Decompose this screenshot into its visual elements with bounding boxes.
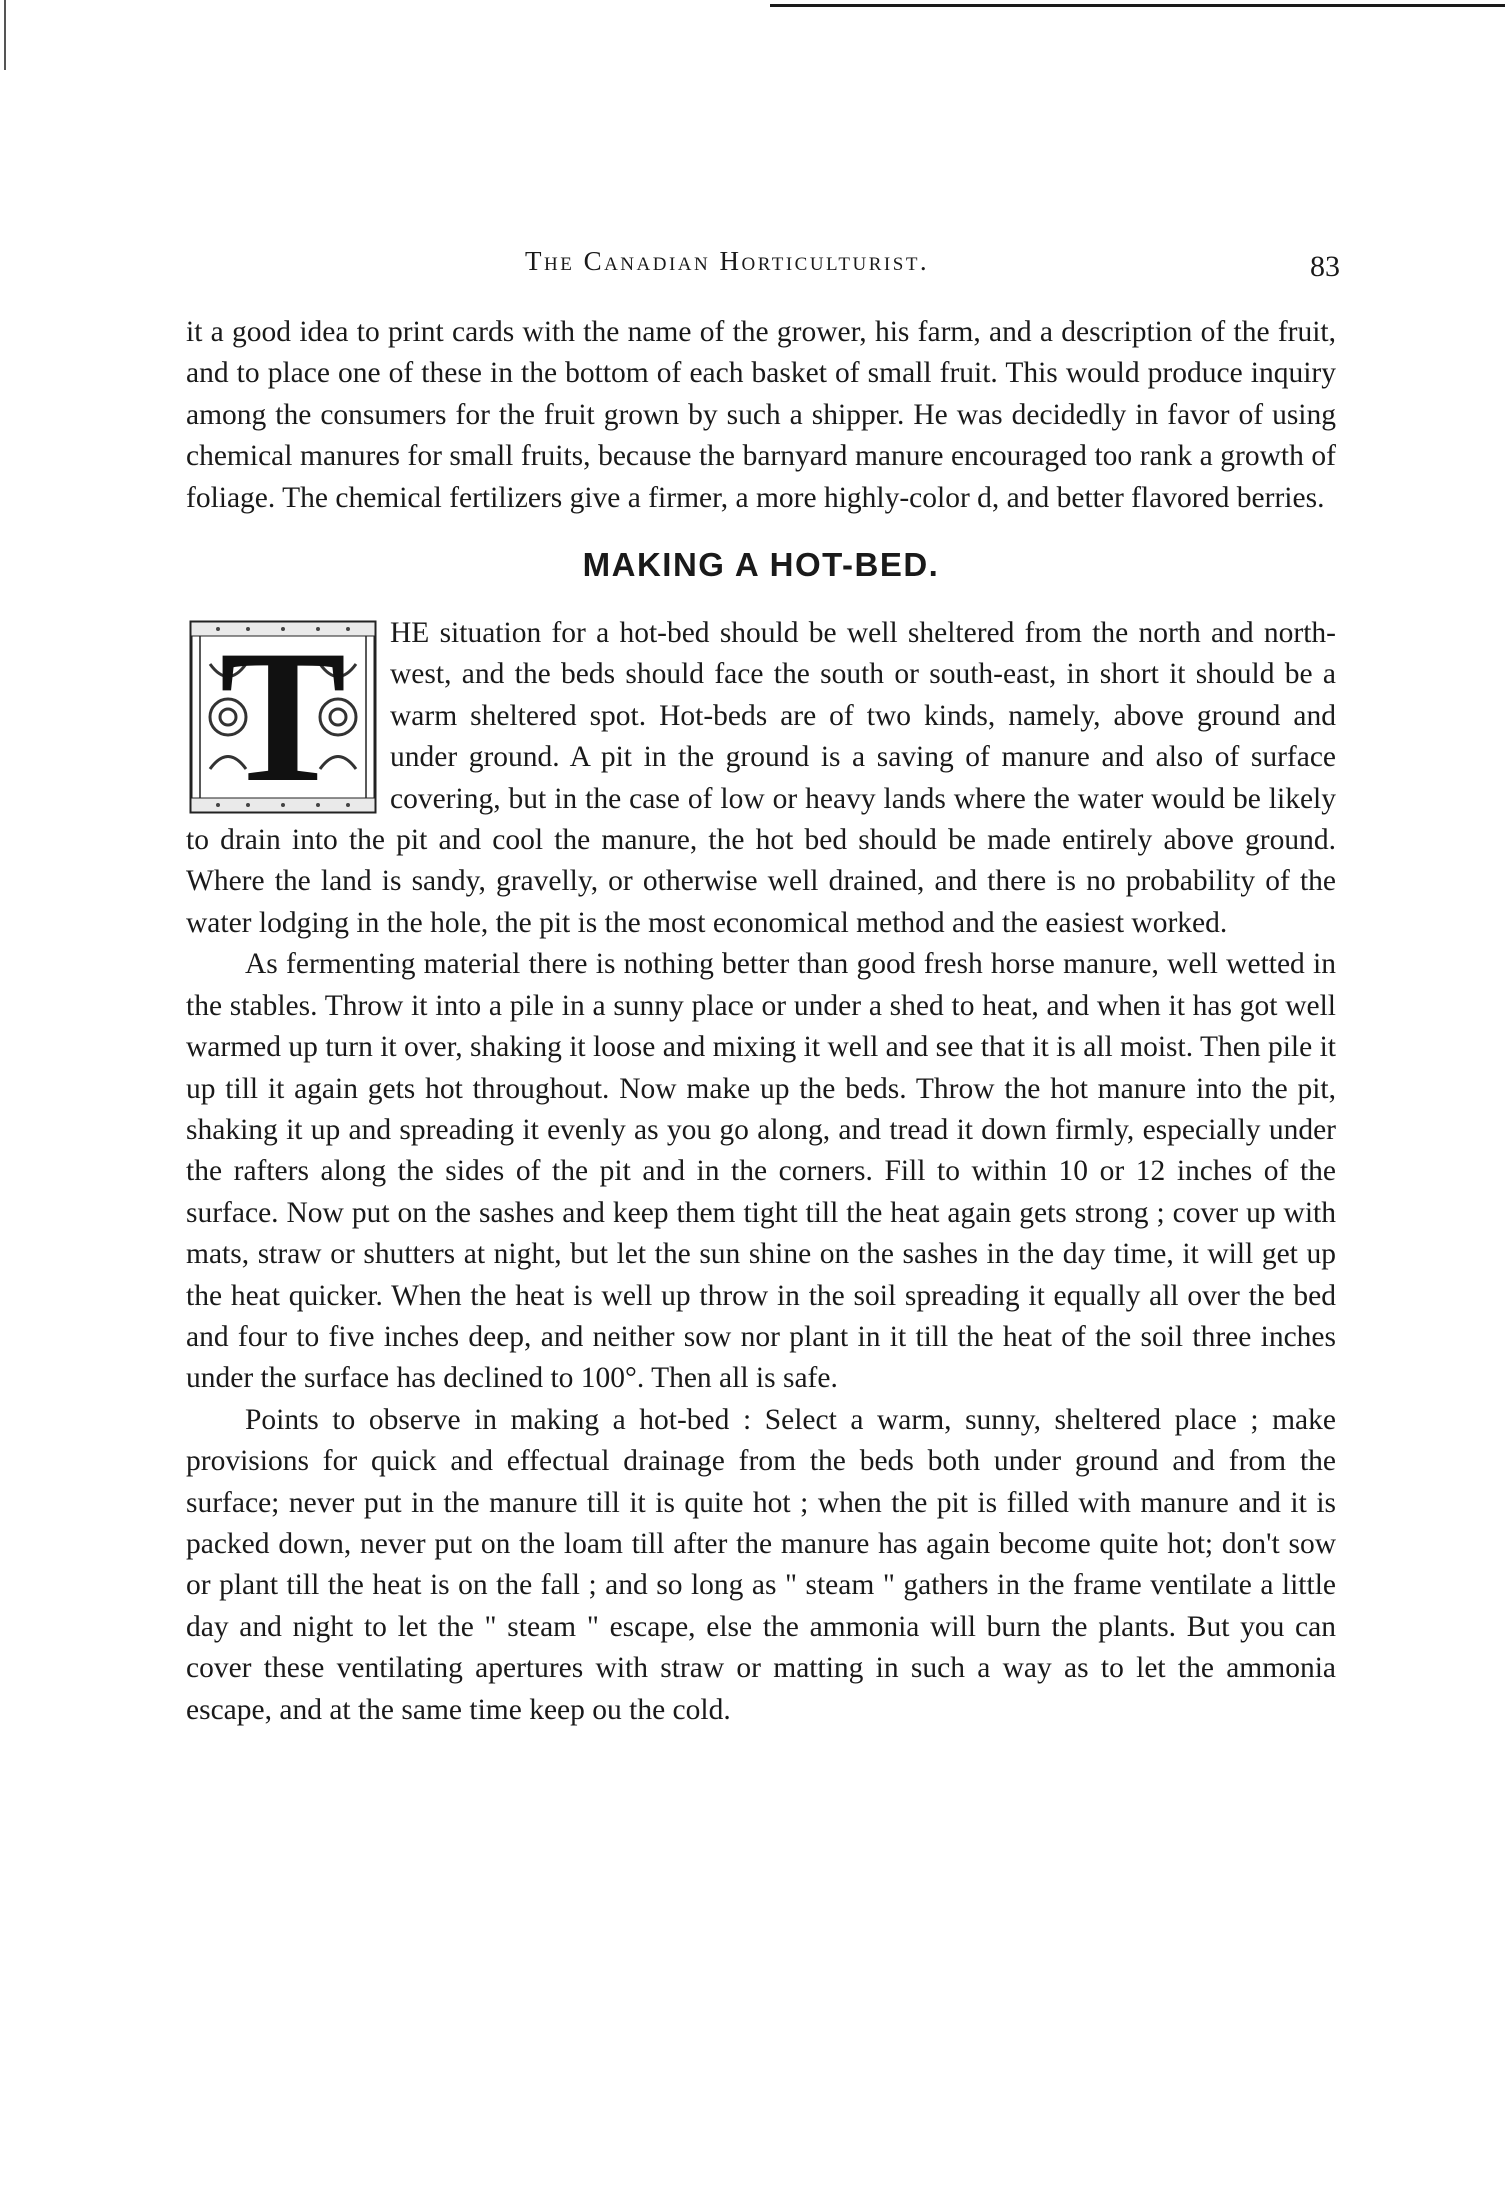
article-title: MAKING A HOT-BED. xyxy=(582,546,940,584)
page-body xyxy=(186,312,1336,1731)
article-paragraph-2: As fermenting material there is nothing better than good fresh horse manure, well wetted in the stables. Throw it into a pile in a sunny place or under a shed to heat, and when it has got well warmed up turn it over, shaking it loose and mixing it well and see that it is all moist. Then pile it up till it again gets hot throughout. Now make up the beds. Throw the hot manure into the pit, shaking it up and spreading it evenly as you go along, and tread it down firmly, especially under the rafters along the sides of the pit and in the corners. Fill to within 10 or 12 inches of the surface. Now put on the sashes and keep them tight till the heat again gets strong ; cover up with mats, straw or shutters at night, but let the sun shine on the sashes in the day time, it will get up the heat quicker. When the heat is well up throw in the soil spreading it equally all over the bed and four to five inches deep, and neither sow nor plant in it till the heat of the soil three inches under the surface has declined to 100°. Then all is safe. xyxy=(186,948,1336,1395)
article-paragraph-3: Points to observe in making a hot-bed : Select a warm, sunny, sheltered place ; make provisions for quick and effectual drainage from the beds both under ground and from the surface; never put in the manure till it is quite hot ; when the pit is filled with manure and it is packed down, never put on the loam till after the manure has again become quite hot; don't sow or plant till the heat is on the fall ; and so long as " steam " gathers in the frame ventilate a little day and night to let the " steam " escape, else the ammonia will burn the plants. But you can cover these ventilating apertures with straw or matting in such a way as to let the ammonia escape, and at the same time keep ou the cold. xyxy=(186,1403,1336,1726)
top-rule xyxy=(770,4,1505,7)
page-header xyxy=(190,246,1340,286)
article-paragraph-1: HE situation for a hot-bed should be well sheltered from the north and north-west, and the beds should face the south or south-east, in short it should be a warm sheltered spot. Hot-beds are of two kinds, namely, above ground and under ground. A pit in the ground is a saving of manure and also of surface covering, but in the case of low or heavy lands where the water would be likely to drain into the pit and cool the manure, the hot bed should be made entirely above ground. Where the land is sandy, gravelly, or otherwise well drained, and there is no probability of the water lodging in the hole, the pit is the most economical method and the easiest worked. xyxy=(186,617,1336,939)
drop-cap-letter: T xyxy=(219,612,347,823)
running-title: The Canadian Horticulturist. xyxy=(525,246,930,276)
article-body xyxy=(186,613,1336,1731)
drop-cap xyxy=(188,612,378,823)
page-number: 83 xyxy=(1310,250,1340,283)
scan-margin-mark xyxy=(4,0,6,70)
continued-paragraph: it a good idea to print cards with the name of the grower, his farm, and a description of the fruit, and to place one of these in the bottom of each basket of small fruit. This would produce inquiry among the consumers for the fruit grown by such a shipper. He was decidedly in favor of using chemical manures for small fruits, because the barnyard manure encouraged too rank a growth of foliage. The chemical fertilizers give a firmer, a more highly-color d, and better flavored berries. xyxy=(186,316,1336,514)
